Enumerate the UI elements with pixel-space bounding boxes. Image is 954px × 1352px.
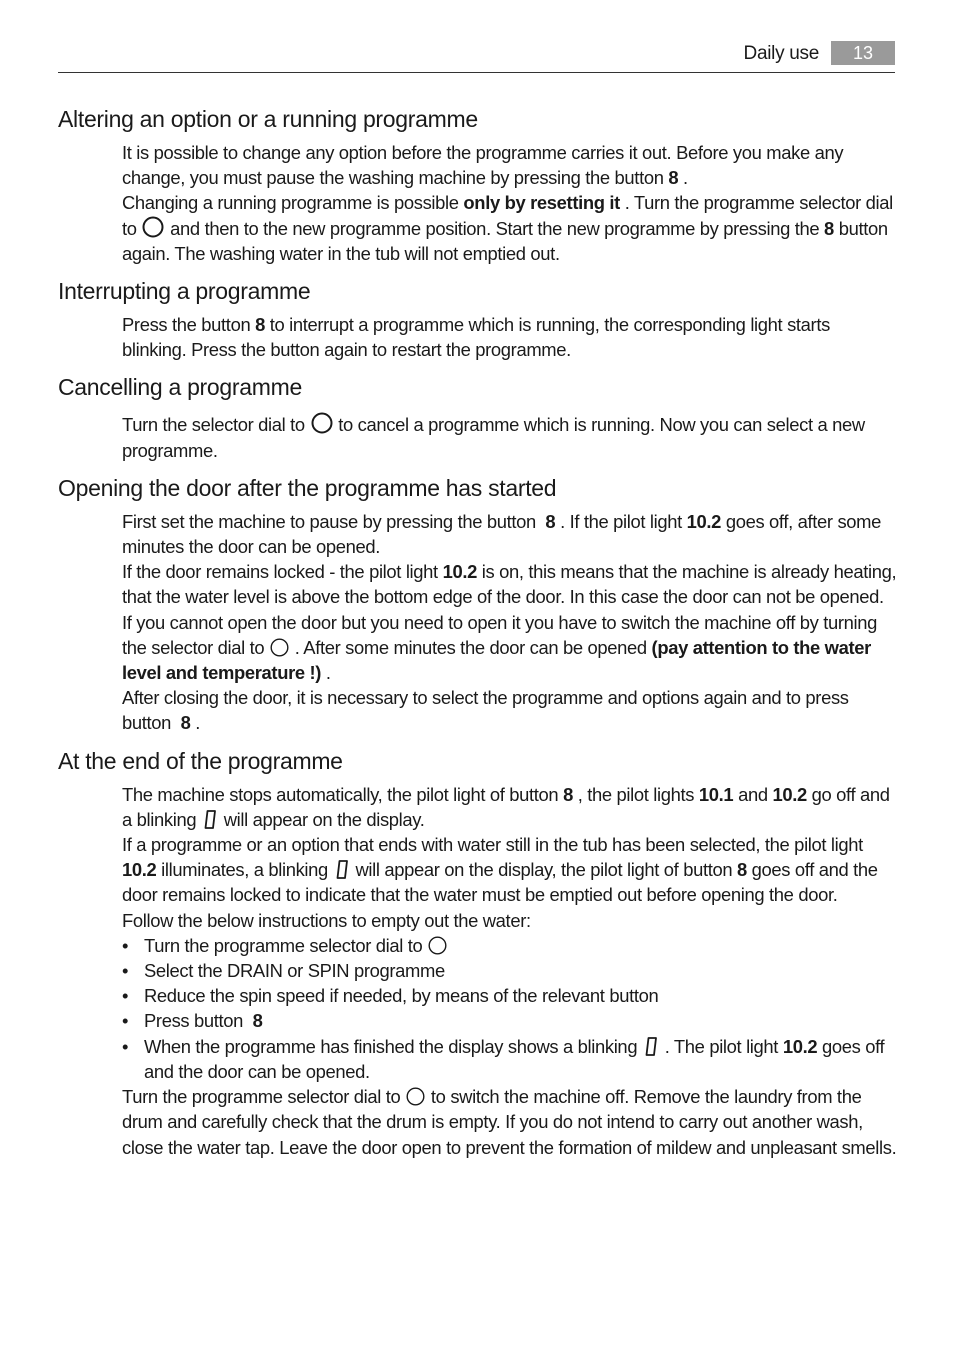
section-body [122,412,898,462]
section-body [122,312,898,362]
paragraph: Press the button 8 to interrupt a programme which is running, the corresponding light starts blinking. Press the button again to restart the programme. [122,314,830,361]
paragraph: Follow the below instructions to empty out the water: [122,909,531,931]
off-position-icon [406,1087,425,1106]
bullet: • [122,985,129,1007]
blinking-zero-display-icon [644,1036,658,1057]
paragraph: It is possible to change any option before the programme carries it out. Before you make any change, you must pause the washing machine by pressing the button 8 . [122,142,844,189]
list-item: • Select the DRAIN or SPIN programme [122,958,898,983]
paragraph: Turn the selector dial to to cancel a programme which is running. Now you can select a new programme. [122,414,865,461]
paragraph: The machine stops automatically, the pilot light of button 8 , the pilot lights 10.1 and 10.2 go off and a blinking will appear on the display. [122,783,890,830]
paragraph: Changing a running programme is possible only by resetting it . Turn the programme selector dial to and then to the new programme position. Start the new programme by pressing the 8 button again. The washing water in the tub will not emptied out. [122,192,893,264]
instruction-list [122,933,898,1084]
section-altering [58,104,898,266]
bullet: • [122,934,129,956]
blinking-zero-display-icon [335,859,349,880]
section-title: At the end of the programme [58,747,343,774]
list-item: • When the programme has finished the display shows a blinking . The pilot light 10.2 goes off and the door can be opened. [122,1035,885,1082]
paragraph: After closing the door, it is necessary to select the programme and options again and to press button 8 . [122,687,849,734]
paragraph: If the door remains locked - the pilot light 10.2 is on, this means that the machine is already heating, that the water level is above the bottom edge of the door. In this case the door can not be opened. If you cannot open the door but you need to open it you have to switch the machine off by turning the selector dial to . After some minutes the door can be opened (pay attention to the water level and temperature !) . [122,561,897,684]
off-position-icon [142,216,164,238]
page-number: 13 [831,41,895,65]
section-title: Cancelling a programme [58,374,302,401]
list-item: • Reduce the spin speed if needed, by means of the relevant button [122,983,898,1008]
bullet: • [122,1035,129,1057]
section-end-of-programme [58,746,898,1160]
page-header [58,40,895,73]
section-cancelling [58,372,898,462]
section-opening-door [58,473,898,736]
section-body [122,509,898,736]
paragraph: If a programme or an option that ends with water still in the tub has been selected, the pilot light 10.2 illuminates, a blinking will appear on the display, the pilot light of button 8 goes off and the door remains locked to indicate that the water must be emptied out before opening the door. [122,834,878,906]
section-interrupting [58,276,898,362]
section-body [122,140,898,266]
blinking-zero-display-icon [203,809,217,830]
paragraph: First set the machine to pause by pressing the button 8 . If the pilot light 10.2 goes off, after some minutes the door can be opened. [122,510,882,558]
bullet: • [122,1010,129,1032]
off-position-icon [311,412,333,434]
section-title: Interrupting a programme [58,278,311,305]
paragraph: Turn the programme selector dial to to switch the machine off. Remove the laundry from the drum and carefully check that the drum is empty. If you do not intend to carry out another wash, close the water tap. Leave the door open to prevent the formation of mildew and unpleasant smells. [122,1086,897,1158]
off-position-icon [428,936,447,955]
section-title: Opening the door after the programme has started [58,474,557,501]
off-position-icon [270,638,289,657]
header-section-title: Daily use [743,43,819,64]
bullet: • [122,960,129,982]
list-item: • Turn the programme selector dial to [122,933,898,958]
list-item: • Press button 8 [122,1008,898,1033]
section-title: Altering an option or a running programme [58,106,478,132]
section-body [122,782,898,1160]
page-content [58,104,898,1170]
